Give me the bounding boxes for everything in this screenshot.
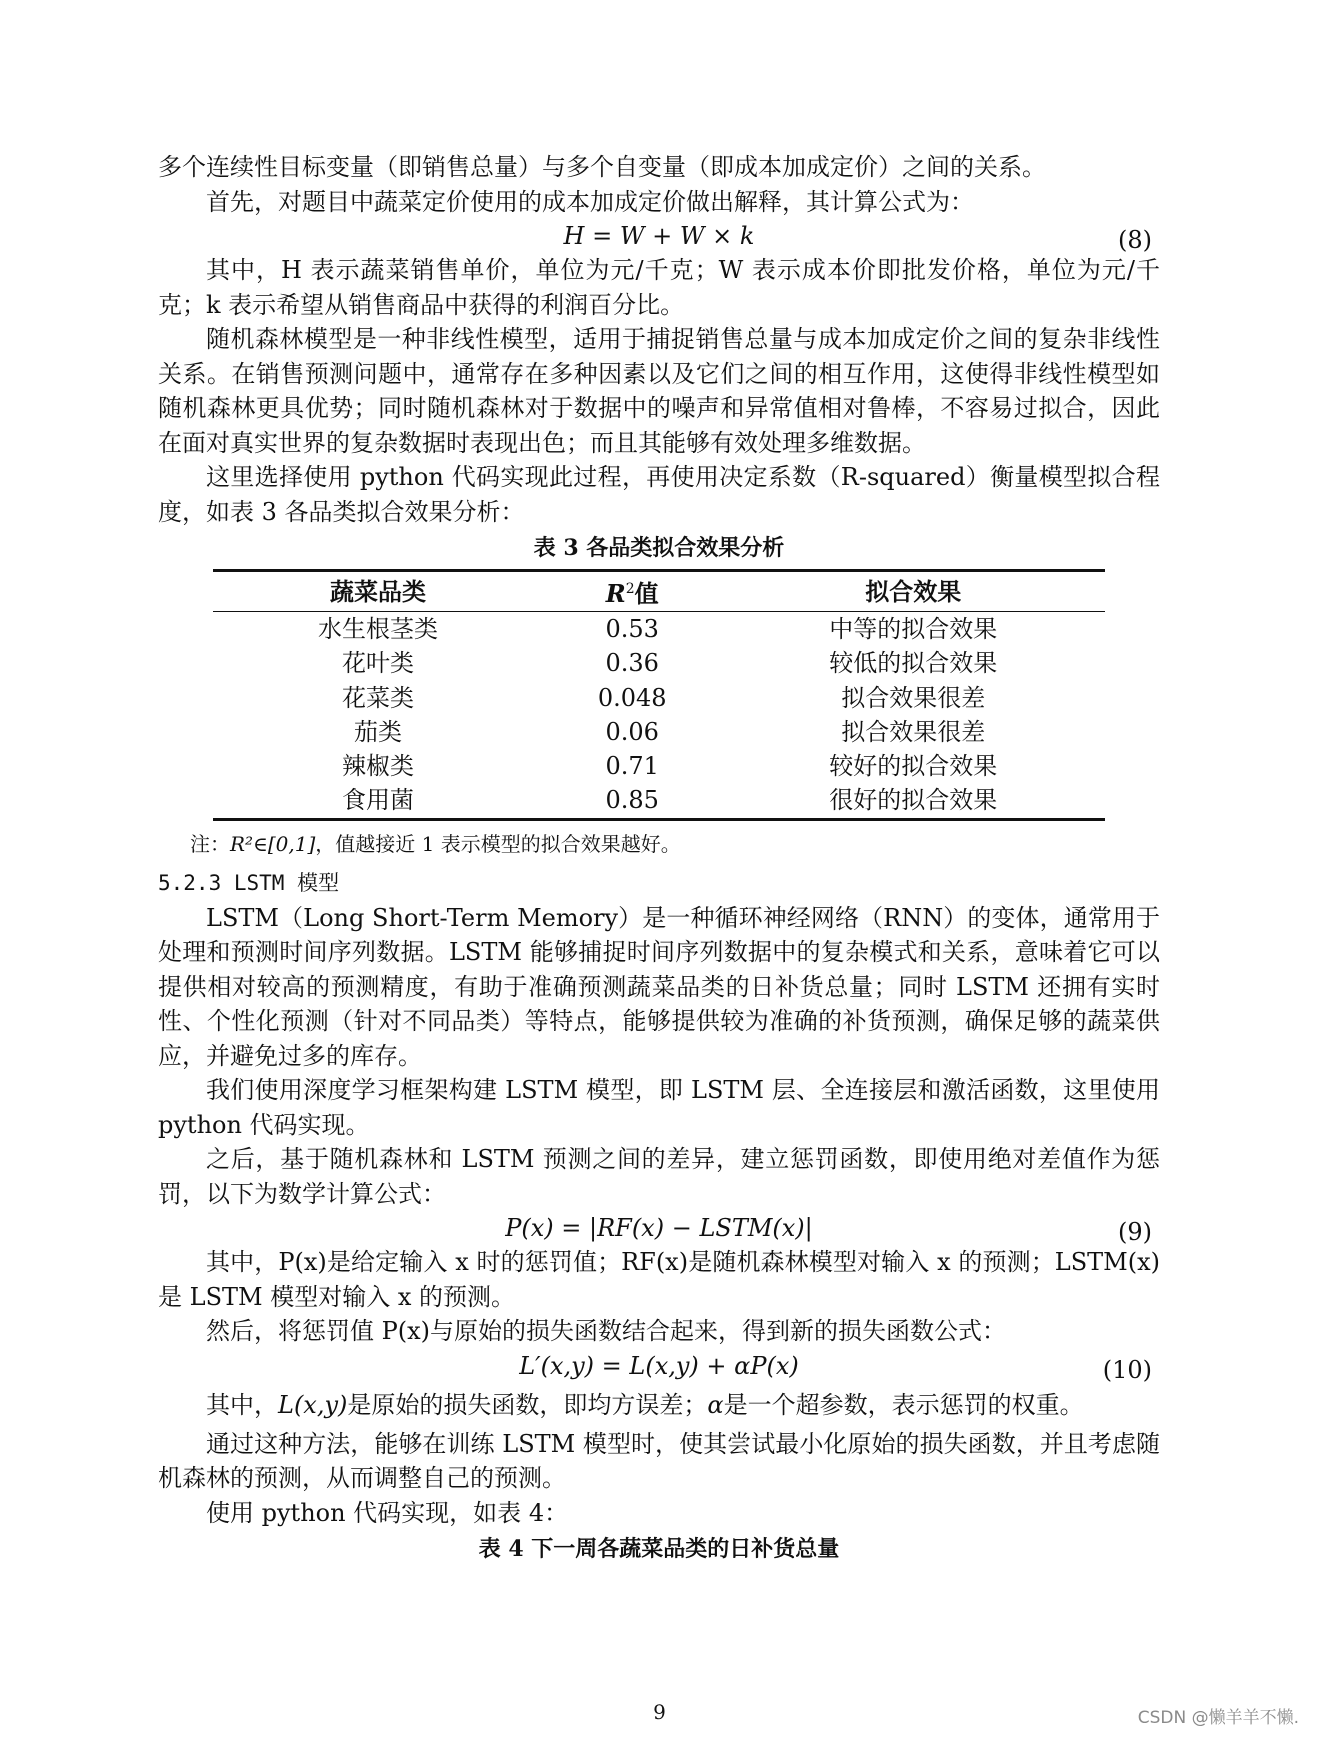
table-3-caption: 表 3 各品类拟合效果分析 (533, 535, 785, 561)
header-fit: 拟合效果 (721, 571, 1105, 612)
paragraph: 然后，将惩罚值 P(x)与原始的损失函数结合起来，得到新的损失函数公式： (206, 1317, 1007, 1346)
note-math: R²∈[0,1] (230, 831, 316, 856)
math-inline: L(x,y) (278, 1390, 348, 1419)
cell-category: 花叶类 (342, 649, 415, 678)
paragraph: 通过这种方法，能够在训练 LSTM 模型时，使其尝试最小化原始的损失函数，并且考虑随机森林的预测，从而调整自己的预测。 (158, 1429, 1160, 1493)
page-body (158, 150, 1160, 1566)
table-3-note (190, 827, 1160, 861)
cell-fit: 拟合效果很差 (841, 717, 986, 746)
paragraph (158, 1383, 1160, 1427)
cell-fit: 中等的拟合效果 (829, 615, 998, 643)
table-4-caption: 表 4 下一周各蔬菜品类的日补货总量 (478, 1536, 840, 1563)
table-row (213, 646, 1105, 680)
equation-number: (10) (1102, 1355, 1152, 1384)
cell-fit: 较好的拟合效果 (829, 752, 998, 781)
paragraph: 首先，对题目中蔬菜定价使用的成本加成定价做出解释，其计算公式为： (206, 187, 974, 216)
cell-fit: 很好的拟合效果 (721, 783, 1105, 819)
text-run: 是一个超参数，表示惩罚的权重。 (723, 1390, 1084, 1419)
table-row (213, 681, 1105, 715)
table-header-row (213, 571, 1105, 612)
cell-fit: 拟合效果很差 (841, 683, 986, 712)
text-run: 其中， (206, 1390, 278, 1419)
cell-category: 茄类 (354, 717, 403, 746)
note-text: ，值越接近 1 表示模型的拟合效果越好。 (315, 831, 681, 856)
equation-body: L′(x,y) = L(x,y) + αP(x) (519, 1351, 799, 1380)
cell-category: 辣椒类 (342, 752, 415, 781)
paragraph: 其中，H 表示蔬菜销售单价，单位为元/千克；W 表示成本价即批发价格，单位为元/千克；k 表示希望从销售商品中获得的利润百分比。 (158, 256, 1160, 319)
paragraph: LSTM（Long Short-Term Memory）是一种循环神经网络（RNN）的变体，通常用于处理和预测时间序列数据。LSTM 能够捕捉时间序列数据中的复杂模式和关系，意味着它可以提供相对较高的预测精度，有助于准确预测蔬菜品类的日补货总量；同时 LSTM 还拥有实时性、个性化预测（针对不同品类）等特点，能够提供较为准确的补货预测，确保足够的蔬菜供应，并避免过多的库存。 (158, 903, 1160, 1070)
cell-category: 食用菌 (213, 783, 543, 819)
paragraph: 其中，P(x)是给定输入 x 时的惩罚值；RF(x)是随机森林模型对输入 x 的预测；LSTM(x)是 LSTM 模型对输入 x 的预测。 (158, 1248, 1160, 1311)
math-inline: α (707, 1390, 724, 1419)
note-prefix: 注： (190, 831, 230, 856)
equation-8 (158, 219, 1160, 253)
paragraph: 这里选择使用 python 代码实现此过程，再使用决定系数（R-squared）衡量模型拟合程度，如表 3 各品类拟合效果分析： (158, 463, 1160, 526)
paragraph: 随机森林模型是一种非线性模型，适用于捕捉销售总量与成本加成定价之间的复杂非线性关系。在销售预测问题中，通常存在多种因素以及它们之间的相互作用，这使得非线性模型如随机森林更具优势；同时随机森林对于数据中的噪声和异常值相对鲁棒，不容易过拟合，因此在面对真实世界的复杂数据时表现出色；而且其能够有效处理多维数据。 (158, 325, 1160, 457)
section-heading: 5.2.3 LSTM 模型 (158, 870, 340, 895)
equation-body: P(x) = |RF(x) − LSTM(x)| (505, 1214, 813, 1243)
r-superscript: 2 (625, 581, 635, 597)
equation-9 (158, 1211, 1160, 1245)
table-3 (213, 569, 1105, 821)
table-row (213, 715, 1105, 749)
equation-body: H = W + W × k (563, 222, 755, 250)
equation-number: (9) (1118, 1218, 1152, 1247)
watermark: CSDN @懒羊羊不懒. (1137, 1708, 1299, 1728)
cell-category: 花菜类 (342, 683, 415, 712)
cell-r2: 0.06 (605, 717, 659, 746)
equation-10 (158, 1349, 1160, 1383)
paragraph: 使用 python 代码实现，如表 4： (206, 1498, 569, 1527)
paragraph: 之后，基于随机森林和 LSTM 预测之间的差异，建立惩罚函数，即使用绝对差值作为惩罚，以下为数学计算公式： (158, 1145, 1160, 1208)
header-r2 (543, 571, 721, 612)
page-number: 9 (653, 1700, 666, 1724)
cell-category: 水生根茎类 (318, 615, 439, 643)
table-row (213, 749, 1105, 783)
cell-r2: 0.85 (543, 783, 721, 819)
cell-r2: 0.36 (605, 649, 659, 678)
header-category: 蔬菜品类 (213, 571, 543, 612)
table-row (213, 612, 1105, 647)
cell-fit: 较低的拟合效果 (829, 649, 998, 678)
cell-r2: 0.53 (605, 615, 659, 643)
header-value-label: 值 (634, 579, 659, 608)
equation-number: (8) (1118, 226, 1152, 254)
paragraph: 多个连续性目标变量（即销售总量）与多个自变量（即成本加成定价）之间的关系。 (158, 153, 1046, 181)
table-row (213, 783, 1105, 819)
paragraph: 我们使用深度学习框架构建 LSTM 模型，即 LSTM 层、全连接层和激活函数，这里使用 python 代码实现。 (158, 1076, 1160, 1139)
cell-r2: 0.048 (597, 683, 667, 712)
cell-r2: 0.71 (605, 752, 659, 781)
text-run: 是原始的损失函数，即均方误差； (347, 1390, 708, 1419)
r-symbol: R (605, 579, 626, 608)
